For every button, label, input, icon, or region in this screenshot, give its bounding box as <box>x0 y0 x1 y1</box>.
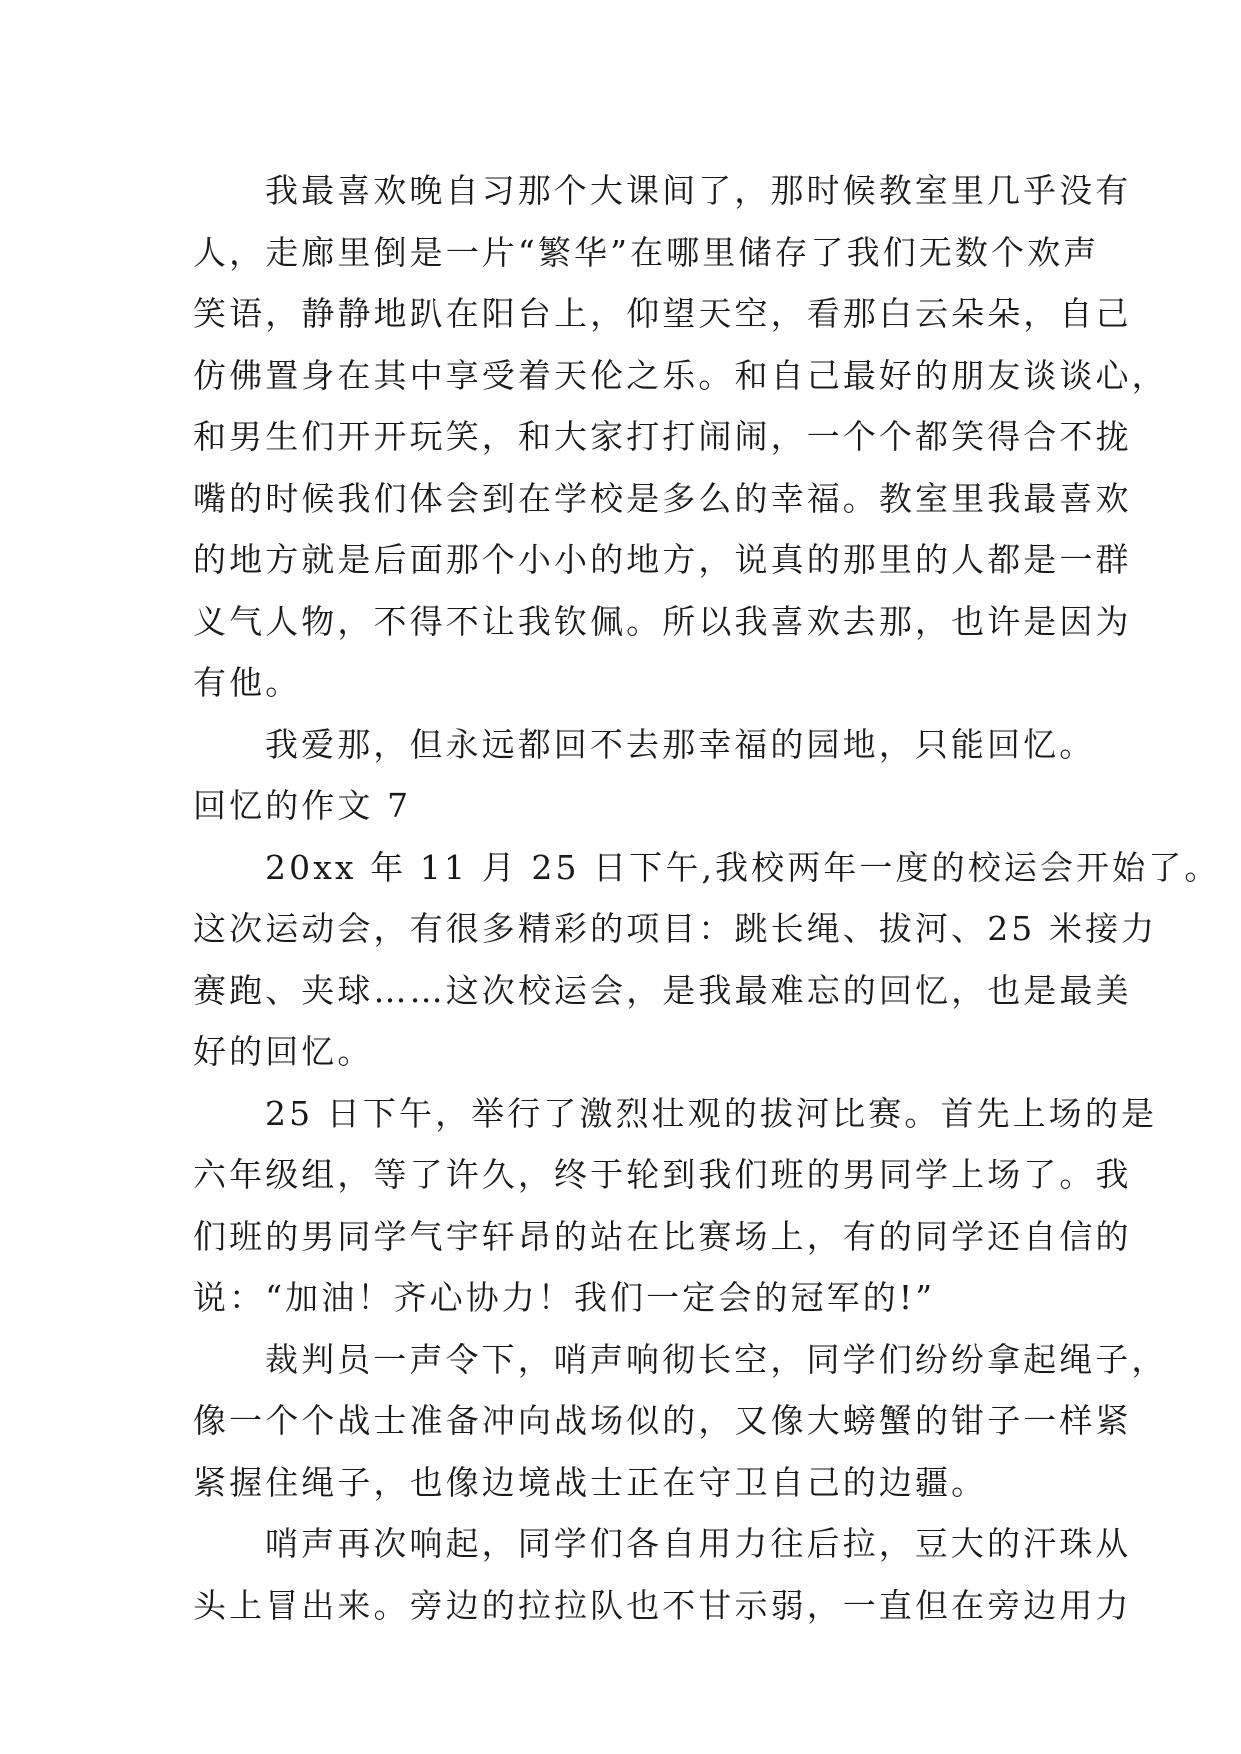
text-line: 嘴的时候我们体会到在学校是多么的幸福。教室里我最喜欢 <box>193 478 1132 518</box>
text-line: 笑语，静静地趴在阳台上，仰望天空，看那白云朵朵，自己 <box>193 294 1132 333</box>
text-line: 赛跑、夹球……这次校运会，是我最难忘的回忆，也是最美 <box>193 970 1132 1010</box>
text-line: 的地方就是后面那个小小的地方，说真的那里的人都是一群 <box>193 540 1132 579</box>
text-line: 我最喜欢晚自习那个大课间了，那时候教室里几乎没有 <box>265 171 1132 210</box>
text-line: 哨声再次响起，同学们各自用力往后拉，豆大的汗珠从 <box>265 1524 1132 1563</box>
text-line: 和男生们开开玩笑，和大家打打闹闹，一个个都笑得合不拢 <box>193 417 1132 456</box>
text-line: 头上冒出来。旁边的拉拉队也不甘示弱，一直但在旁边用力 <box>193 1585 1132 1625</box>
text-line: 紧握住绳子，也像边境战士正在守卫自己的边疆。 <box>193 1462 988 1502</box>
text-line: 25 日下午，举行了激烈壮观的拔河比赛。首先上场的是 <box>265 1093 1158 1133</box>
text-line: 人，走廊里倒是一片“繁华”在哪里储存了我们无数个欢声 <box>193 232 1100 272</box>
text-line: 义气人物，不得不让我钦佩。所以我喜欢去那，也许是因为 <box>193 601 1132 641</box>
section-heading: 回忆的作文 7 <box>193 786 412 825</box>
text-line: 20xx 年 11 月 25 日下午,我校两年一度的校运会开始了。 <box>265 847 1221 887</box>
text-line: 们班的男同学气宇轩昂的站在比赛场上，有的同学还自信的 <box>193 1216 1132 1256</box>
text-line: 说：“加油！齐心协力！我们一定会的冠军的!” <box>193 1278 936 1317</box>
essay-text <box>193 160 1221 1636</box>
text-line: 这次运动会，有很多精彩的项目：跳长绳、拔河、25 米接力 <box>193 909 1158 948</box>
text-line: 像一个个战士准备冲向战场似的，又像大螃蟹的钳子一样紧 <box>193 1401 1132 1440</box>
text-line: 好的回忆。 <box>193 1032 374 1071</box>
text-line: 裁判员一声令下，哨声响彻长空，同学们纷纷拿起绳子， <box>265 1339 1168 1379</box>
text-line: 六年级组，等了许久，终于轮到我们班的男同学上场了。我 <box>193 1155 1132 1194</box>
text-line: 有他。 <box>193 663 302 702</box>
text-line: 仿佛置身在其中享受着天伦之乐。和自己最好的朋友谈谈心， <box>193 355 1168 395</box>
text-line: 我爱那，但永远都回不去那幸福的园地，只能回忆。 <box>265 724 1096 764</box>
